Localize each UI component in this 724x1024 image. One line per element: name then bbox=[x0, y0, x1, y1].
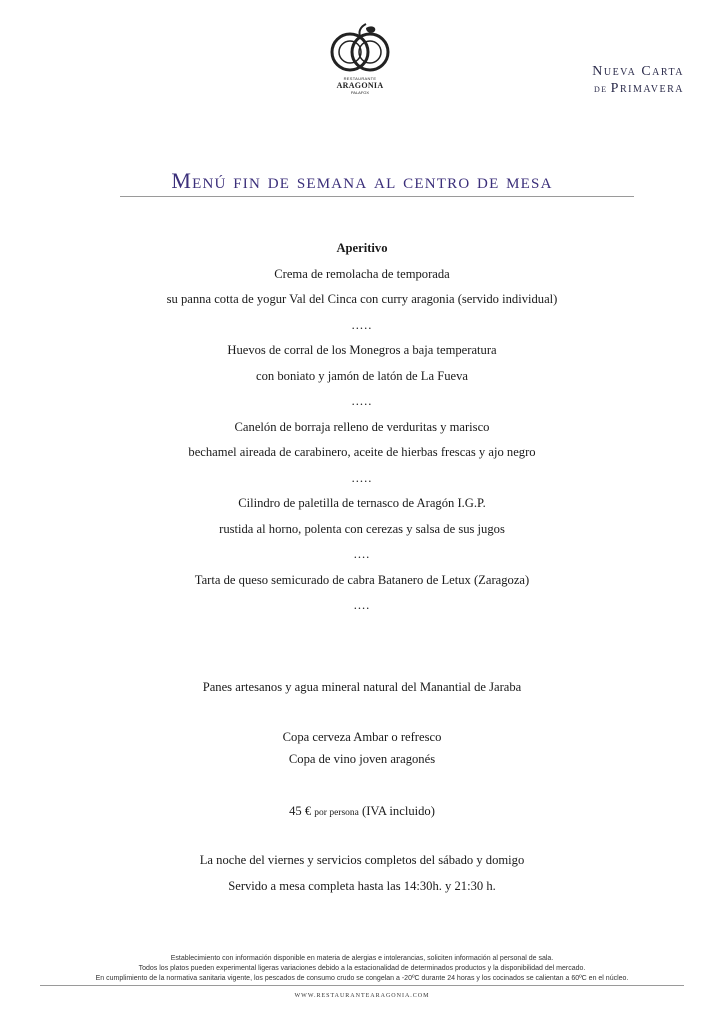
season-prefix: de bbox=[593, 81, 608, 95]
footnote-line: En cumplimiento de la normativa sanitaria vigente, los pescados de consumo crudo se congelan a -20ºC durante 24 horas y los cocinados se calientan a 60ºC en el núcleo. bbox=[95, 975, 629, 982]
menu-line: Cilindro de paletilla de ternasco de Aragón I.G.P. bbox=[238, 496, 486, 510]
footnote-line: Todos los platos pueden experimental ligeras variaciones debido a la estacionalidad de determinados productos y la disponibilidad del mercado. bbox=[138, 965, 586, 972]
restaurant-logo bbox=[318, 22, 402, 112]
logo-name: ARAGONIA bbox=[336, 81, 384, 90]
bread-water-note bbox=[0, 676, 724, 698]
menu-line: Huevos de corral de los Monegros a baja temperatura bbox=[227, 343, 497, 357]
footnote-line: Establecimiento con información disponible en materia de alergias e intolerancias, soliciten información al personal de sala. bbox=[170, 955, 554, 962]
service-notes bbox=[0, 849, 724, 897]
menu-line: su panna cotta de yogur Val del Cinca con curry aragonia (servido individual) bbox=[166, 292, 558, 306]
title-divider bbox=[120, 196, 634, 197]
drinks-section bbox=[0, 726, 724, 770]
menu-line: Tarta de queso semicurado de cabra Batanero de Letux (Zaragoza) bbox=[194, 572, 530, 587]
menu-line: rustida al horno, polenta con cerezas y salsa de sus jugos bbox=[219, 521, 505, 536]
season-line-2 bbox=[592, 80, 684, 97]
website-link[interactable]: WWW.RESTAURANTEARAGONIA.COM bbox=[294, 993, 430, 999]
footer-divider bbox=[40, 985, 684, 986]
page-title: Menú fin de semana al centro de mesa bbox=[171, 168, 553, 193]
season-name: Primavera bbox=[610, 81, 684, 96]
price-tax: (IVA incluido) bbox=[362, 804, 435, 818]
menu-line: bechamel aireada de carabinero, aceite de hierbas frescas y ajo negro bbox=[188, 445, 536, 459]
season-line-1: Nueva Carta bbox=[592, 64, 684, 79]
menu-separator: ..... bbox=[351, 470, 373, 485]
fruit-logo-icon bbox=[328, 22, 392, 74]
price-line bbox=[0, 800, 724, 824]
menu-separator: .... bbox=[353, 547, 371, 561]
menu-line: Crema de remolacha de temporada bbox=[274, 266, 450, 281]
menu-heading: Aperitivo bbox=[336, 241, 388, 255]
price-unit: por persona bbox=[314, 808, 359, 818]
menu-line: con boniato y jamón de latón de La Fueva bbox=[256, 368, 468, 383]
drink-line: Copa de vino joven aragonés bbox=[288, 752, 436, 766]
menu-list bbox=[0, 236, 724, 619]
drink-line: Copa cerveza Ambar o refresco bbox=[282, 730, 442, 744]
logo-small-top: RESTAURANTE bbox=[343, 76, 377, 81]
legal-footnote bbox=[0, 954, 724, 984]
logo-small-bottom: PALAFOX bbox=[350, 90, 370, 95]
service-note: Servido a mesa completa hasta las 14:30h. y 21:30 h. bbox=[228, 879, 496, 893]
menu-separator: ..... bbox=[351, 394, 373, 408]
menu-separator: ..... bbox=[351, 317, 373, 332]
bread-line: Panes artesanos y agua mineral natural del Manantial de Jaraba bbox=[202, 680, 522, 694]
season-label bbox=[592, 64, 684, 97]
menu-separator: .... bbox=[353, 598, 371, 612]
service-note: La noche del viernes y servicios completos del sábado y domigo bbox=[199, 853, 525, 867]
menu-line: Canelón de borraja relleno de verduritas y marisco bbox=[234, 419, 490, 434]
price-amount: 45 € bbox=[289, 804, 312, 818]
